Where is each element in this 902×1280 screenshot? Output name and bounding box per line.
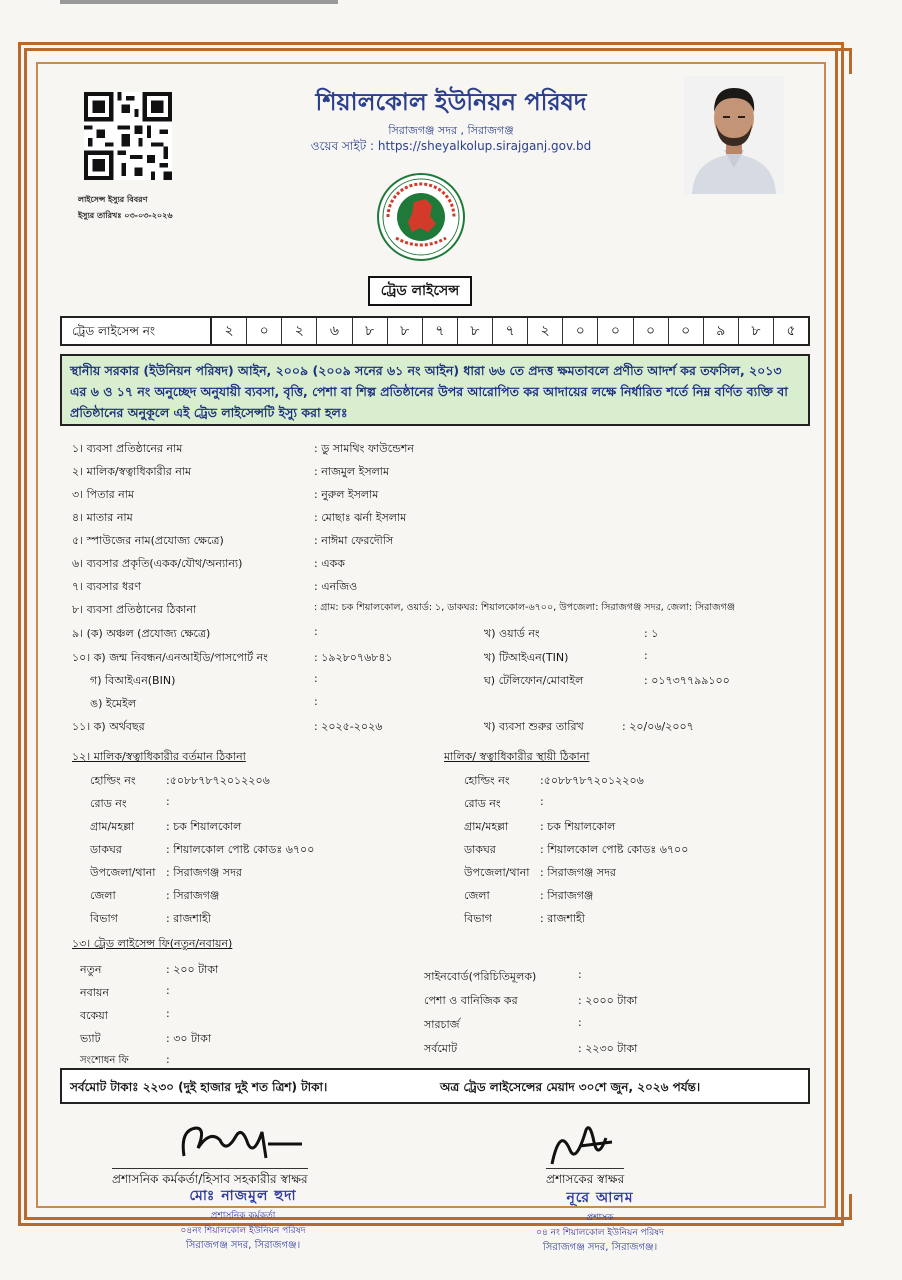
summary-box	[60, 1068, 810, 1104]
address-value: : শিয়ালকোল পোষ্ট কোডঃ ৬৭০০	[540, 843, 689, 856]
stamp-line: ০৪ নং শিয়ালকোল ইউনিয়ন পরিষদ	[536, 1228, 664, 1238]
address-value: : সিরাজগঞ্জ	[540, 889, 594, 902]
fee-label: বকেয়া	[80, 1009, 108, 1022]
field-label: ৮। ব্যবসা প্রতিষ্ঠানের ঠিকানা	[72, 603, 197, 616]
fee-label: সংশোধন ফি	[80, 1055, 129, 1066]
address-value: : রাজশাহী	[166, 912, 211, 925]
license-digit: ০	[634, 318, 669, 344]
validity-text: অত্র ট্রেড লাইসেন্সের মেয়াদ ৩০শে জুন, ২০২৬ পর্যন্ত।	[440, 1080, 701, 1094]
address-label: ডাকঘর	[464, 843, 496, 856]
email-value: :	[314, 695, 318, 708]
address-label: রোড নং	[90, 797, 127, 810]
address-label: হোল্ডিং নং	[464, 774, 510, 787]
address-label: উপজেলা/থানা	[464, 866, 530, 879]
council-address: সিরাজগঞ্জ সদর , সিরাজগঞ্জ	[388, 124, 514, 137]
council-website: ওয়েব সাইট : https://sheyalkolup.sirajganj.gov.bd	[310, 139, 592, 153]
field-label: গ) বিআইএন(BIN)	[90, 674, 176, 687]
business-address-value: : গ্রাম: চক শিয়ালকোল, ওয়ার্ড: ১, ডাকঘর: শিয়ালকোল-৬৭০০, উপজেলা: সিরাজগঞ্জ সদর, জেলা: সিরাজগঞ্জ	[314, 602, 736, 613]
address-label: বিভাগ	[464, 912, 492, 925]
fee-label: ভ্যাট	[80, 1032, 101, 1045]
address-value: : চক শিয়ালকোল	[540, 820, 616, 833]
border-corner-bottom-right	[826, 1194, 852, 1220]
fee-label: সর্বমোট	[424, 1042, 458, 1055]
field-label: ২। মালিক/স্বত্বাধিকারীর নাম	[72, 465, 192, 478]
government-seal-icon	[376, 172, 466, 262]
fee-value: :	[578, 1016, 582, 1029]
license-digit: ২	[212, 318, 247, 344]
fee-value: :	[166, 1007, 170, 1020]
border-corner-top-left	[24, 48, 50, 74]
address-label: জেলা	[90, 889, 116, 902]
business-type-value: : এনজিও	[314, 580, 358, 593]
field-label: ৯। (ক) অঞ্চল (প্রযোজ্য ক্ষেত্রে)	[72, 627, 211, 640]
license-digit: ৮	[458, 318, 493, 344]
address-label: জেলা	[464, 889, 490, 902]
stamp-line: সিরাজগঞ্জ সদর, সিরাজগঞ্জ।	[542, 1242, 658, 1253]
issue-details-label: লাইসেন্স ইস্যুর বিবরণ	[78, 195, 148, 204]
field-label: ৫। স্পাউজের নাম(প্রযোজ্য ক্ষেত্রে)	[72, 534, 224, 547]
field-label: ১১। ক) অর্থবছর	[72, 720, 145, 733]
field-label: খ) ওয়ার্ড নং	[484, 627, 540, 640]
license-number-label: ট্রেড লাইসেন্স নং	[62, 318, 212, 344]
fee-value: : ২০০ টাকা	[166, 963, 219, 976]
present-address-title: ১২। মালিক/স্বত্বাধিকারীর বর্তমান ঠিকানা	[72, 750, 246, 763]
admin-signature-icon	[176, 1118, 306, 1172]
total-amount-text: সর্বমোট টাকাঃ ২২৩০ (দুই হাজার দুই শত ত্রিশ) টাকা।	[70, 1080, 328, 1094]
address-value: :	[166, 795, 170, 808]
address-label: হোল্ডিং নং	[90, 774, 136, 787]
license-digit: ০	[563, 318, 598, 344]
stamp-line: সিরাজগঞ্জ সদর, সিরাজগঞ্জ।	[185, 1240, 301, 1251]
address-label: উপজেলা/থানা	[90, 866, 156, 879]
nid-value: : ১৯২৮০৭৬৮৪১	[314, 651, 393, 664]
fee-value: :	[578, 968, 582, 981]
field-label: ৭। ব্যবসার ধরণ	[72, 580, 141, 593]
permanent-address-title: মালিক/ স্বত্বাধিকারীর স্থায়ী ঠিকানা	[444, 750, 590, 763]
spouse-name-value: : নাঈমা ফেরদৌসি	[314, 534, 394, 547]
admin-stamp	[158, 1184, 328, 1255]
field-label: ৪। মাতার নাম	[72, 511, 133, 524]
administrator-stamp	[520, 1186, 680, 1257]
council-name: শিয়ালকোল ইউনিয়ন পরিষদ	[315, 88, 587, 116]
border-corner-bottom-left	[24, 1194, 50, 1220]
fee-value: : ২০০০ টাকা	[578, 994, 638, 1007]
tin-value: :	[644, 649, 648, 662]
license-digit: ২	[282, 318, 317, 344]
address-value: :৫০৮৮৭৮৭২০১২২০৬	[166, 774, 270, 787]
fee-total-value: : ২২৩০ টাকা	[578, 1042, 638, 1055]
address-value: :	[540, 795, 544, 808]
address-label: গ্রাম/মহল্লা	[90, 820, 135, 833]
phone-value: : ০১৭৩৭৭৯৯১০০	[644, 674, 730, 687]
license-digit: ২	[528, 318, 563, 344]
fee-label: নতুন	[80, 963, 102, 976]
business-name-value: : ডু সামথিং ফাউন্ডেশন	[314, 442, 414, 455]
address-value: : সিরাজগঞ্জ	[166, 889, 220, 902]
fee-value: :	[166, 1053, 170, 1066]
field-label: খ) ব্যবসা শুরুর তারিখ	[484, 720, 584, 733]
license-digit: ০	[247, 318, 282, 344]
field-label: খ) টিআইএন(TIN)	[484, 651, 569, 664]
fee-label: নবায়ন	[80, 986, 109, 999]
license-digit: ৬	[317, 318, 352, 344]
license-digit: ৭	[423, 318, 458, 344]
ward-number-value: : ১	[644, 627, 659, 640]
address-label: বিভাগ	[90, 912, 118, 925]
owner-photo	[684, 76, 784, 194]
zone-value: :	[314, 625, 318, 638]
field-label: ঙ) ইমেইল	[90, 697, 137, 710]
license-digit: ৮	[739, 318, 774, 344]
administrator-signature-label: প্রশাসকের স্বাক্ষর	[546, 1168, 624, 1191]
father-name-value: : নুরুল ইসলাম	[314, 488, 379, 501]
stamp-line: প্রশাসক	[586, 1213, 614, 1223]
fee-label: সাইনবোর্ড(পরিচিতিমূলক)	[424, 970, 537, 983]
license-digit: ৯	[704, 318, 739, 344]
fee-label: পেশা ও বানিজিক কর	[424, 994, 518, 1007]
fees-title: ১৩। ট্রেড লাইসেন্স ফি(নতুন/নবায়ন)	[72, 937, 233, 950]
fiscal-year-value: : ২০২৫-২০২৬	[314, 720, 383, 733]
stamp-name: মোঃ নাজমুল হুদা	[189, 1188, 297, 1204]
bin-value: :	[314, 672, 318, 685]
business-nature-value: : একক	[314, 557, 345, 570]
license-digit: ৮	[353, 318, 388, 344]
address-value: : সিরাজগঞ্জ সদর	[540, 866, 616, 879]
license-digit: ৮	[388, 318, 423, 344]
scan-edge-strip	[60, 0, 338, 4]
stamp-line: ০৪নং শিয়ালকোল ইউনিয়ন পরিষদ	[180, 1226, 306, 1236]
administrator-signature-icon	[546, 1120, 616, 1174]
fee-value: :	[166, 984, 170, 997]
address-value: : সিরাজগঞ্জ সদর	[166, 866, 242, 879]
license-digit: ৭	[493, 318, 528, 344]
legal-preamble: স্থানীয় সরকার (ইউনিয়ন পরিষদ) আইন, ২০০৯ (২০০৯ সনের ৬১ নং আইন) ধারা ৬৬ তে প্রদত্ত ক্ষমতাবলে প্রণীত আদর্শ কর তফসিল, ২০১৩ এর ৬ ও ১৭ নং অনুচ্ছেদ অনুযায়ী ব্যবসা, বৃত্তি, পেশা বা শিল্প প্রতিষ্ঠানের উপর আরোপিত কর আদায়ের লক্ষে নির্ধারিত শর্তে নিম্ন বর্ণিত ব্যক্তি বা প্রতিষ্ঠানের অনুকূলে এই ট্রেড লাইসেন্সটি ইস্যু করা হলঃ	[60, 354, 810, 426]
mother-name-value: : মোছাঃ ঝর্না ইসলাম	[314, 511, 407, 524]
field-label: ১০। ক) জন্ম নিবন্ধন/এনআইডি/পাসপোর্ট নং	[72, 651, 268, 664]
admin-signature-label: প্রশাসনিক কর্মকর্তা/হিসাব সহকারীর স্বাক্ষর	[112, 1168, 308, 1191]
address-value: :৫০৮৮৭৮৭২০১২২০৬	[540, 774, 644, 787]
address-label: গ্রাম/মহল্লা	[464, 820, 509, 833]
address-value: : শিয়ালকোল পোষ্ট কোডঃ ৬৭০০	[166, 843, 315, 856]
license-digit: ৫	[786, 323, 796, 339]
license-digit: ০	[669, 318, 704, 344]
field-label: ৬। ব্যবসার প্রকৃতি(একক/যৌথ/অন্যান্য)	[72, 557, 243, 570]
issue-date: ইস্যুর তারিখঃ ০৩-০৩-২০২৬	[78, 211, 173, 220]
business-start-date-value: : ২০/০৬/২০০৭	[622, 720, 694, 733]
fee-label: সারচার্জ	[424, 1018, 460, 1031]
border-corner-top-right	[826, 48, 852, 74]
address-value: : রাজশাহী	[540, 912, 585, 925]
fee-value: : ৩০ টাকা	[166, 1032, 212, 1045]
document-title-badge: ট্রেড লাইসেন্স	[368, 276, 472, 306]
license-number-row	[60, 316, 810, 346]
address-label: ডাকঘর	[90, 843, 122, 856]
address-value: : চক শিয়ালকোল	[166, 820, 242, 833]
license-digit: ০	[598, 318, 633, 344]
stamp-name: নূরে আলম	[566, 1190, 634, 1206]
field-label: ১। ব্যবসা প্রতিষ্ঠানের নাম	[72, 442, 183, 455]
field-label: ঘ) টেলিফোন/মোবাইল	[484, 674, 584, 687]
stamp-line: প্রশাসনিক কর্মকর্তা	[210, 1211, 276, 1221]
address-label: রোড নং	[464, 797, 501, 810]
owner-name-value: : নাজমুল ইসলাম	[314, 465, 390, 478]
field-label: ৩। পিতার নাম	[72, 488, 135, 501]
